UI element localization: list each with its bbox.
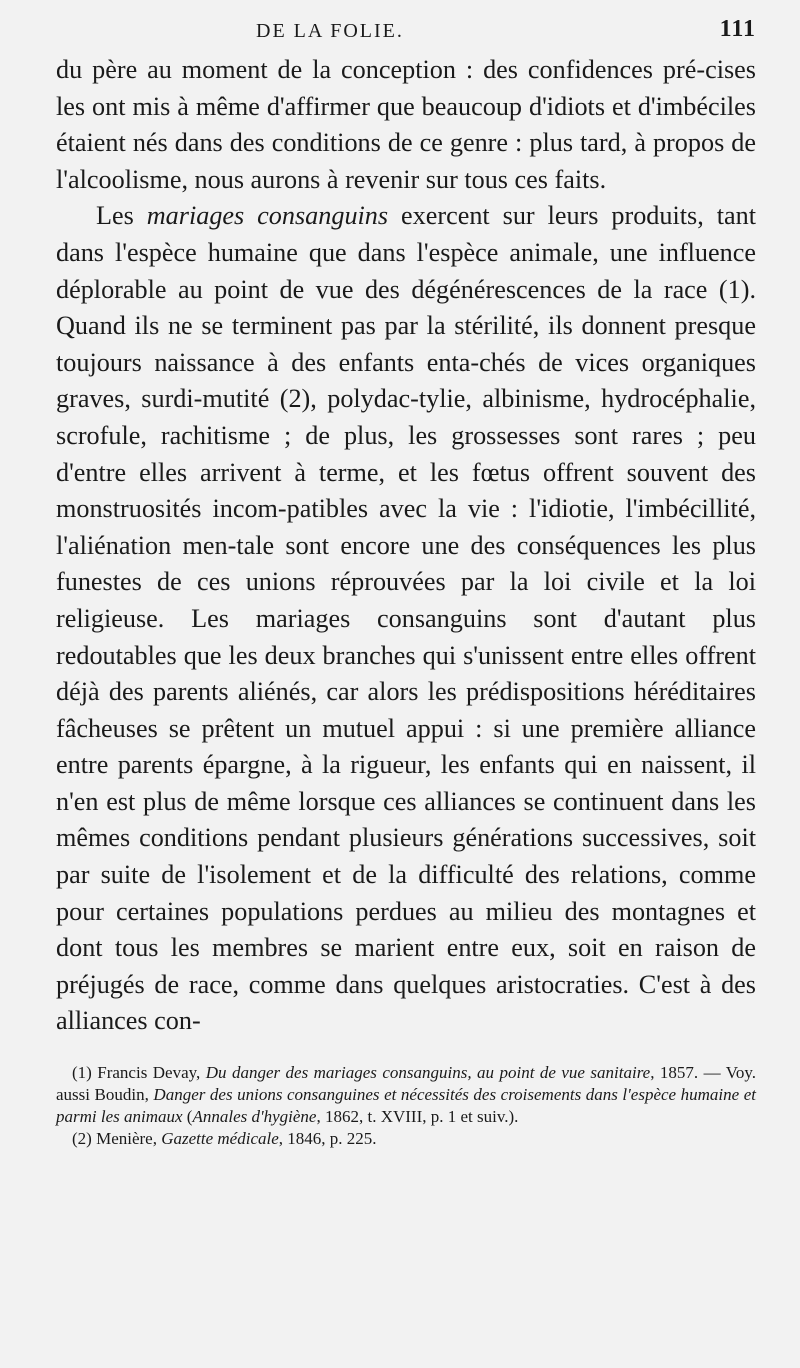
text-segment: , 1846, p. 225. [278, 1129, 377, 1149]
text-segment: exercent sur leurs produits, tant dans l'espèce humaine que dans l'espèce animale, une influence déplorable au point de vue des dégénérescences de la race (1). Quand ils ne se terminent pas par la stérilité, ils donnent presque toujours naissance à des enfants enta-chés de vices organiques graves, surdi-mutité (2), polydac-tylie, albinisme, hydrocéphalie, scrofule, rachitisme ; de plus, les grossesses sont rares ; peu d'entre elles arrivent à terme, et les fœtus offrent souvent des monstruosités incom-patibles avec la vie : l'idiotie, l'imbécillité, l'aliénation men-tale sont encore une des conséquences les plus funestes de ces unions réprouvées par la loi civile et la loi religieuse. Les mariages consanguins sont d'autant plus redoutables que les deux branches qui s'unissent entre elles offrent déjà des parents aliénés, car alors les prédispositions héréditaires fâcheuses se prêtent un mutuel appui : si une première alliance entre parents épargne, à la rigueur, les enfants qui en naissent, il n'en est plus de même lorsque ces alliances se continuent dans les mêmes conditions pendant plusieurs générations successives, soit par suite de l'isolement et de la difficulté des relations, comme pour certaines populations perdues au milieu des montagnes et dont tous les membres se marient entre eux, soit en raison de préjugés de race, comme dans quelques aristocraties. C'est à des alliances con- [56, 201, 756, 1036]
text-segment-italic: Annales d'hygiène [192, 1107, 317, 1127]
book-page [56, 14, 756, 1150]
running-head [56, 14, 756, 52]
text-segment-italic: Danger des unions consanguines et nécessités des croisements dans l'espèce humaine et parmi les animaux [56, 1085, 757, 1127]
text-segment: du père au moment de la conception : des confidences pré-cises les ont mis à même d'affirmer que beaucoup d'idiots et d'imbéciles étaient nés dans des conditions de ce genre : plus tard, à propos de l'alcoolisme, nous aurons à revenir sur tous ces faits. [56, 55, 756, 194]
text-segment-italic: Gazette médicale [161, 1129, 279, 1149]
text-segment: Les [96, 201, 147, 231]
page-number: 111 [719, 16, 756, 42]
body-text [56, 52, 756, 1040]
text-segment: ( [182, 1107, 193, 1127]
text-segment: , 1857. — Voy. aussi Boudin, [56, 1063, 756, 1105]
text-segment: (1) Francis Devay, [72, 1063, 206, 1083]
footnote [56, 1128, 756, 1150]
footnotes [56, 1062, 756, 1150]
paragraph [56, 52, 756, 198]
text-segment-italic: mariages consanguins [146, 201, 389, 231]
text-segment: , 1862, t. XVIII, p. 1 et suiv.). [316, 1107, 519, 1127]
text-segment: (2) Menière, [72, 1129, 162, 1149]
footnote [56, 1062, 756, 1128]
running-title: DE LA FOLIE. [256, 20, 404, 42]
text-segment-italic: Du danger des mariages consanguins, au point de vue sanitaire [205, 1063, 651, 1083]
paragraph [56, 198, 756, 1040]
